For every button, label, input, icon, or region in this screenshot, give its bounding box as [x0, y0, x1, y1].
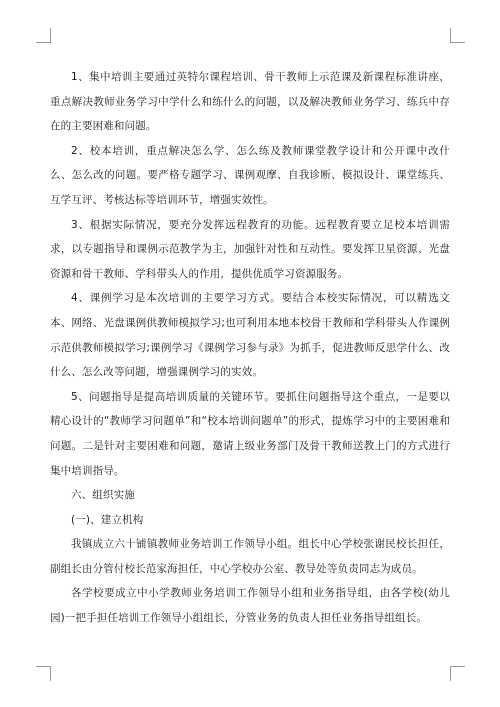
section-heading: 六、组织实施 [71, 489, 135, 502]
paragraph-7: 各学校要成立中小学教师业务培训工作领导小组和业务指导组，由各学校(幼儿园)一把手担任培训工作领导小组组长，分管业务的负责人担任业务指导组组长。 [50, 587, 450, 625]
crop-mark-bottom-right [450, 666, 465, 681]
document-body [50, 65, 450, 631]
crop-mark-top-left [36, 28, 51, 43]
subsection-heading: (一)、建立机构 [71, 513, 144, 526]
crop-mark-bottom-left [36, 666, 51, 681]
paragraph-1: 1、集中培训主要通过英特尔课程培训、骨干教师上示范课及新课程标准讲座，重点解决教师业务学习中学什么和练什么的问题，以及解决教师业务学习、练兵中存在的主要困难和问题。 [50, 71, 450, 133]
crop-mark-top-right [450, 28, 465, 43]
paragraph-3: 3、根据实际情况，要充分发挥远程教育的功能。远程教育要立足校本培训需求，以专题指导和课例示范教学为主，加强针对性和互动性。要发挥卫星资源、光盘资源和骨干教师、学科带头人的作用，提供优质学习资源服务。 [50, 218, 450, 280]
paragraph-6: 我镇成立六十铺镇教师业务培训工作领导小组。组长中心学校张谢民校长担任，副组长由分管付校长范家海担任，中心学校办公室、教导处等负责同志为成员。 [50, 538, 450, 575]
paragraph-4: 4、课例学习是本次培训的主要学习方式。要结合本校实际情况，可以精选文本、网络、光盘课例供教师模拟学习;也可利用本地本校骨干教师和学科带头人作课例示范供教师模拟学习;课例学习《课例学习参与录》为抓手，促进教师反思学什么、改什么、怎么改等问题，增强课例学习的实效。 [50, 292, 450, 379]
paragraph-2: 2、校本培训，重点解决怎么学、怎么练及教师课堂教学设计和公开课中改什么、怎么改的问题。要严格专题学习、课例观摩、自我诊断、模拟设计、课堂练兵、互学互评、考核达标等培训环节，增强实效性。 [50, 144, 450, 206]
paragraph-5: 5、问题指导是提高培训质量的关键环节。要抓住问题指导这个重点，一是要以精心设计的“教师学习问题单”和“校本培训问题单”的形式，提炼学习中的主要困难和问题。二是针对主要困难和问题，邀请上级业务部门及骨干教师送教上门的方式进行集中培训指导。 [50, 390, 450, 477]
